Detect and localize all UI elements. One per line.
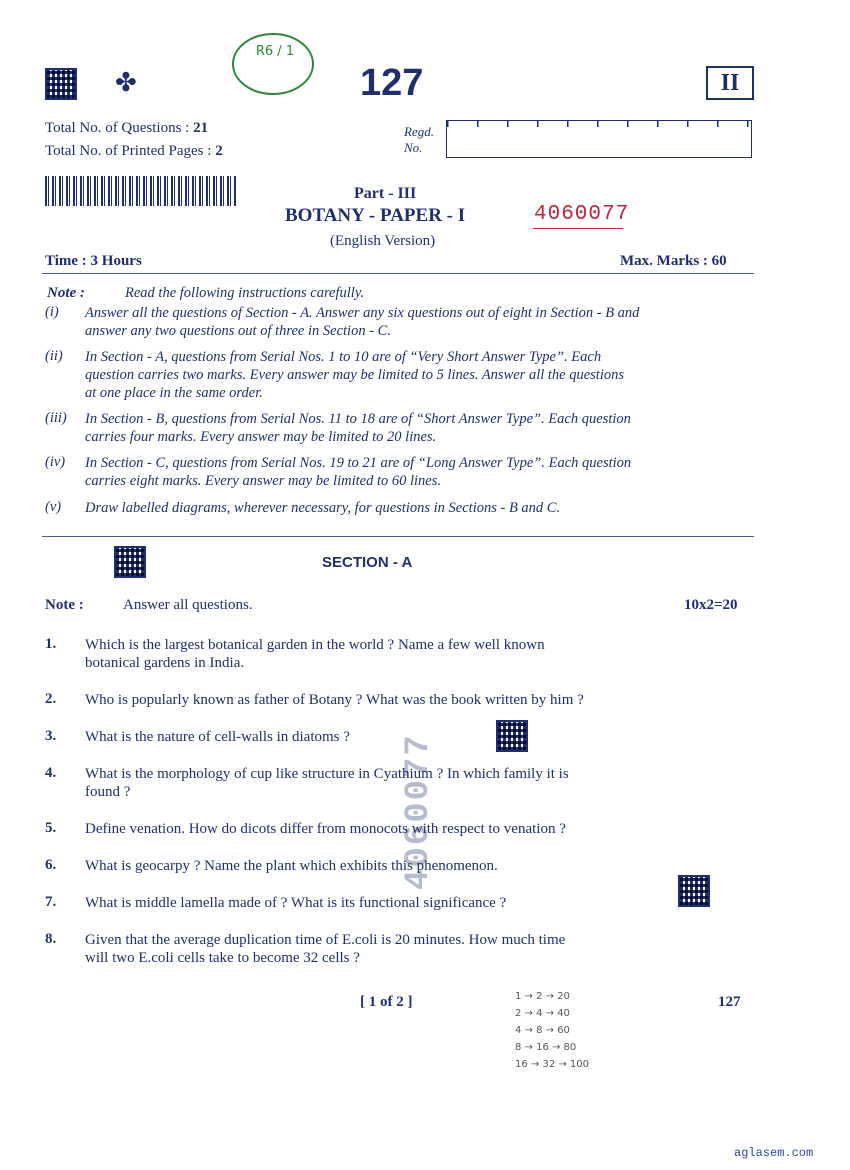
question-number: 1. <box>45 636 57 652</box>
instruction-num: (iii) <box>45 410 67 426</box>
instruction-line: question carries two marks. Every answer may be limited to 5 lines. Answer all the questions <box>85 367 624 383</box>
question-line: Define venation. How do dicots differ from monocots with respect to venation ? <box>85 821 566 837</box>
question-text <box>85 894 725 912</box>
question-line: will two E.coli cells take to become 32 cells ? <box>85 950 360 966</box>
question-number: 5. <box>45 820 57 836</box>
total-questions-label: Total No. of Questions : <box>45 120 190 136</box>
instruction-num: (iv) <box>45 454 66 470</box>
instruction-item <box>85 304 755 340</box>
footer-code: 127 <box>718 994 741 1010</box>
question-line: Who is popularly known as father of Botany ? What was the book written by him ? <box>85 692 584 708</box>
instruction-num: (i) <box>45 304 59 320</box>
regd-label: Regd. <box>404 124 434 139</box>
instruction-line: In Section - B, questions from Serial Nos. 11 to 18 are of “Short Answer Type”. Each question <box>85 411 631 427</box>
vertical-watermark: 4060077 <box>400 733 438 890</box>
question-text <box>85 691 725 709</box>
instruction-item <box>85 454 755 490</box>
instruction-line: carries eight marks. Every answer may be limited to 60 lines. <box>85 473 441 489</box>
question-line: Given that the average duplication time of E.coli is 20 minutes. How much time <box>85 932 566 948</box>
pencil-line: 2 → 4 → 40 <box>515 1008 570 1019</box>
pencil-line: 1 → 2 → 20 <box>515 991 570 1002</box>
section-marks: 10x2=20 <box>684 597 738 613</box>
note-label: Note : <box>47 285 85 301</box>
handwritten-note: R6 / 1 <box>255 44 295 59</box>
section-a-title: SECTION - A <box>322 554 413 571</box>
qr-code-icon <box>496 720 528 752</box>
question-line: botanical gardens in India. <box>85 655 245 671</box>
max-marks-label: Max. Marks : 60 <box>620 253 727 269</box>
question-number: 3. <box>45 728 57 744</box>
instruction-line: In Section - C, questions from Serial Nos. 19 to 21 are of “Long Answer Type”. Each question <box>85 455 632 471</box>
part-heading: Part - III <box>354 185 417 202</box>
question-text <box>85 636 725 672</box>
subject-title: BOTANY - PAPER - I <box>285 205 466 226</box>
no-label: No. <box>404 140 423 155</box>
question-line: What is the nature of cell-walls in diatoms ? <box>85 729 350 745</box>
paper-code: 127 <box>360 62 424 104</box>
question-text <box>85 728 725 746</box>
barcode <box>45 176 237 206</box>
question-line: What is middle lamella made of ? What is its functional significance ? <box>85 895 507 911</box>
question-line: What is the morphology of cup like structure in Cyathium ? In which family it is <box>85 766 569 782</box>
instruction-item <box>85 499 755 517</box>
divider-top <box>42 273 754 274</box>
question-number: 2. <box>45 691 57 707</box>
pencil-calculation <box>515 988 589 1073</box>
total-pages-value: 2 <box>215 143 223 159</box>
regd-number-box <box>446 120 752 158</box>
page-indicator: [ 1 of 2 ] <box>360 994 413 1010</box>
instruction-item <box>85 348 755 402</box>
handwritten-circle <box>228 28 318 98</box>
flower-icon: ✤ <box>115 68 137 97</box>
section-note-text: Answer all questions. <box>123 597 253 613</box>
question-text <box>85 857 725 875</box>
total-questions-value: 21 <box>193 120 209 136</box>
question-text <box>85 820 725 838</box>
question-number: 7. <box>45 894 57 910</box>
roman-numeral-box: II <box>706 66 754 100</box>
question-line: found ? <box>85 784 131 800</box>
question-number: 4. <box>45 765 57 781</box>
site-watermark[interactable]: aglasem.com <box>734 1146 814 1160</box>
divider-middle <box>42 536 754 537</box>
time-label: Time : 3 Hours <box>45 253 142 269</box>
instruction-line: In Section - A, questions from Serial Nos. 1 to 10 are of “Very Short Answer Type”. Each <box>85 349 602 365</box>
note-text: Read the following instructions carefully. <box>125 285 365 301</box>
qr-code-icon <box>114 546 146 578</box>
question-number: 6. <box>45 857 57 873</box>
question-number: 8. <box>45 931 57 947</box>
instruction-line: answer any two questions out of three in Section - C. <box>85 323 391 339</box>
section-note-label: Note : <box>45 597 84 613</box>
pencil-line: 16 → 32 → 100 <box>515 1059 590 1070</box>
question-line: What is geocarpy ? Name the plant which exhibits this phenomenon. <box>85 858 498 874</box>
total-pages-label: Total No. of Printed Pages : <box>45 143 212 159</box>
question-text <box>85 931 725 967</box>
pencil-line: 8 → 16 → 80 <box>515 1042 577 1053</box>
question-text <box>85 765 725 801</box>
question-line: Which is the largest botanical garden in the world ? Name a few well known <box>85 637 545 653</box>
stamp-underline <box>533 228 623 229</box>
instruction-line: at one place in the same order. <box>85 385 263 401</box>
instruction-num: (v) <box>45 499 62 515</box>
instruction-line: Answer all the questions of Section - A. Answer any six questions out of eight in Section - B and <box>85 305 640 321</box>
pencil-line: 4 → 8 → 60 <box>515 1025 570 1036</box>
total-pages <box>45 143 223 160</box>
version-label: (English Version) <box>330 233 436 249</box>
qr-code-icon <box>678 875 710 907</box>
instruction-item <box>85 410 755 446</box>
stamp-number: 4060077 <box>534 203 630 226</box>
qr-code-icon <box>45 68 77 100</box>
total-questions <box>45 120 208 137</box>
instruction-line: carries four marks. Every answer may be limited to 20 lines. <box>85 429 437 445</box>
instruction-line: Draw labelled diagrams, wherever necessary, for questions in Sections - B and C. <box>85 500 561 516</box>
instruction-num: (ii) <box>45 348 63 364</box>
